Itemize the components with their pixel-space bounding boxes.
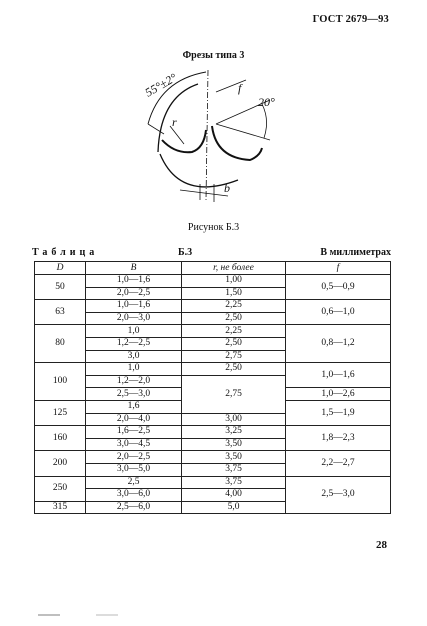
- cell-r: 3,50: [182, 438, 286, 451]
- header-d: D: [35, 262, 86, 275]
- table-row: [35, 300, 391, 313]
- cell-r: 2,50: [182, 337, 286, 350]
- cell-f: 1,0—1,6: [286, 363, 391, 388]
- cell-r: 2,25: [182, 300, 286, 313]
- cell-b: 1,2—2,0: [86, 375, 182, 388]
- table-row: [35, 325, 391, 338]
- cell-b: 2,5—6,0: [86, 501, 182, 514]
- f-label: f: [238, 81, 242, 95]
- cell-d: 80: [35, 325, 86, 363]
- cell-d: 50: [35, 275, 86, 300]
- cell-r: 1,50: [182, 287, 286, 300]
- table-header-row: [35, 262, 391, 275]
- cell-f: 0,6—1,0: [286, 300, 391, 325]
- cell-f: 1,0—2,6: [286, 388, 391, 401]
- header-b: B: [86, 262, 182, 275]
- cell-r: 1,00: [182, 275, 286, 288]
- f-dimension-line: [216, 80, 246, 92]
- b-label: b: [224, 181, 230, 195]
- cell-b: 3,0—4,5: [86, 438, 182, 451]
- page-number: 28: [376, 539, 387, 551]
- units-note: В миллиметрах: [320, 247, 391, 258]
- tooth-profile-right: [212, 126, 262, 160]
- cell-f: 1,8—2,3: [286, 426, 391, 451]
- figure-title: Фрезы типа 3: [182, 50, 245, 61]
- cell-b: 3,0—6,0: [86, 489, 182, 502]
- cell-b: 2,0—2,5: [86, 287, 182, 300]
- header-f: f: [286, 262, 391, 275]
- cell-r: 2,25: [182, 325, 286, 338]
- cell-b: 3,0: [86, 350, 182, 363]
- cell-b: 1,6: [86, 400, 182, 413]
- document-header: ГОСТ 2679—93: [312, 14, 389, 25]
- cell-b: 1,0: [86, 363, 182, 376]
- cell-d: 160: [35, 426, 86, 451]
- cell-f: 0,8—1,2: [286, 325, 391, 363]
- cell-r: 3,00: [182, 413, 286, 426]
- cell-f: 2,5—3,0: [286, 476, 391, 514]
- dimensions-table: [34, 261, 391, 514]
- cell-b: 2,0—4,0: [86, 413, 182, 426]
- cell-b: 1,6—2,5: [86, 426, 182, 439]
- cell-b: 2,5: [86, 476, 182, 489]
- cell-r: 3,25: [182, 426, 286, 439]
- cell-r: 2,50: [182, 312, 286, 325]
- angle-label: 55°±2°: [142, 70, 180, 100]
- cell-r: 5,0: [182, 501, 286, 514]
- cell-r: 3,75: [182, 476, 286, 489]
- cell-r: 3,75: [182, 463, 286, 476]
- cell-f: 2,2—2,7: [286, 451, 391, 476]
- table-row: [35, 476, 391, 489]
- cell-b: 2,0—3,0: [86, 312, 182, 325]
- rake-angle-arc: [262, 104, 267, 138]
- cell-r: 3,50: [182, 451, 286, 464]
- table-row: [35, 426, 391, 439]
- cell-d: 100: [35, 363, 86, 401]
- table-number: Б.3: [178, 247, 193, 258]
- cell-d: 125: [35, 400, 86, 425]
- cell-r: 2,75: [182, 375, 286, 413]
- rake-line-2: [216, 124, 270, 140]
- footer-rule: [38, 612, 158, 618]
- b-dimension-line: [180, 190, 228, 196]
- cell-r: 2,75: [182, 350, 286, 363]
- cell-r: 2,50: [182, 363, 286, 376]
- cell-b: 1,0: [86, 325, 182, 338]
- cell-r: 4,00: [182, 489, 286, 502]
- table-row: [35, 451, 391, 464]
- cell-f: 0,5—0,9: [286, 275, 391, 300]
- table-label: Таблица: [32, 247, 99, 258]
- tooth-profile-left: [162, 130, 206, 152]
- cell-b: 1,0—1,6: [86, 300, 182, 313]
- cell-f: 1,5—1,9: [286, 400, 391, 425]
- cell-b: 2,5—3,0: [86, 388, 182, 401]
- cell-d: 200: [35, 451, 86, 476]
- r-label: r: [172, 115, 177, 129]
- cell-d: 63: [35, 300, 86, 325]
- cell-d: 250: [35, 476, 86, 501]
- cell-b: 1,0—1,6: [86, 275, 182, 288]
- cutter-profile-drawing: [120, 62, 295, 212]
- header-r: r, не более: [182, 262, 286, 275]
- center-axis-line: [206, 70, 208, 200]
- cell-b: 1,2—2,5: [86, 337, 182, 350]
- cell-b: 2,0—2,5: [86, 451, 182, 464]
- twenty-degree-label: 20°: [258, 95, 275, 109]
- table-row: [35, 275, 391, 288]
- table-row: [35, 363, 391, 376]
- cell-d: 315: [35, 501, 86, 514]
- figure-caption: Рисунок Б.3: [187, 222, 240, 233]
- cell-b: 3,0—5,0: [86, 463, 182, 476]
